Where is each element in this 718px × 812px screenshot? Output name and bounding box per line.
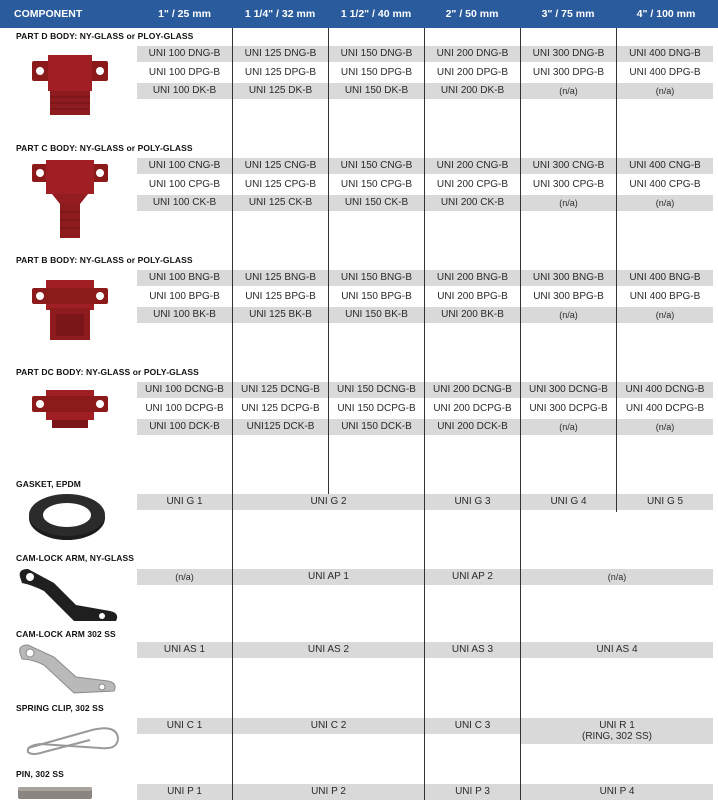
- cell: UNI 400 DPG-B: [629, 67, 701, 78]
- cell: UNI 200 CPG-B: [436, 179, 509, 190]
- cell: (n/a): [617, 195, 713, 211]
- cell: UNI P 2: [233, 784, 424, 800]
- cell: UNI G 4: [521, 494, 616, 510]
- cell: UNI 200 DCNG-B: [425, 382, 520, 398]
- section-title-part-d: PART D BODY: NY-GLASS or PLOY-GLASS: [16, 31, 194, 41]
- cell: UNI 125 BNG-B: [233, 270, 328, 286]
- cell: (n/a): [137, 569, 232, 585]
- cell: UNI 150 CPG-B: [340, 179, 413, 190]
- cell: UNI 100 DK-B: [137, 83, 232, 99]
- cell: UNI 100 BNG-B: [137, 270, 232, 286]
- header-size-4: 2" / 50 mm: [445, 8, 499, 20]
- ring-note: (RING, 302 SS): [581, 731, 653, 742]
- cell: UNI 400 DCPG-B: [625, 403, 705, 414]
- section-title-part-c: PART C BODY: NY-GLASS or POLY-GLASS: [16, 143, 193, 153]
- cell: UNI 300 DNG-B: [521, 46, 616, 62]
- cell: UNI AS 1: [137, 642, 232, 658]
- cell: (n/a): [521, 83, 616, 99]
- cell: UNI AS 3: [425, 642, 520, 658]
- cell: UNI 150 DPG-B: [340, 67, 413, 78]
- cell: (n/a): [521, 569, 713, 585]
- table-header: [0, 0, 718, 28]
- cell: UNI 200 DPG-B: [436, 67, 509, 78]
- cell: (n/a): [617, 419, 713, 435]
- cell: UNI 100 CPG-B: [148, 179, 221, 190]
- cell: UNI 100 CK-B: [137, 195, 232, 211]
- cell: UNI 300 DPG-B: [532, 67, 605, 78]
- cell: UNI G 5: [617, 494, 713, 510]
- cell: (n/a): [521, 307, 616, 323]
- cell: UNI 125 CNG-B: [233, 158, 328, 174]
- header-size-6: 4" / 100 mm: [636, 8, 696, 20]
- cell: UNI 100 BPG-B: [149, 291, 220, 302]
- cell: UNI 300 CNG-B: [521, 158, 616, 174]
- part-b-body-image: [30, 280, 110, 342]
- cell: UNI 400 BPG-B: [629, 291, 701, 302]
- cell: UNI 200 CNG-B: [425, 158, 520, 174]
- cell: UNI 200 BK-B: [425, 307, 520, 323]
- cell: UNI 125 DCNG-B: [233, 382, 328, 398]
- cell: UNI 150 DCNG-B: [329, 382, 424, 398]
- cell: UNI 125 BK-B: [233, 307, 328, 323]
- cell: UNI 125 CK-B: [233, 195, 328, 211]
- cell: UNI C 2: [233, 718, 424, 734]
- cell: UNI 400 BNG-B: [617, 270, 713, 286]
- section-title-pin: PIN, 302 SS: [16, 769, 64, 779]
- cell: UNI C 1: [137, 718, 232, 734]
- cell: UNI 150 BPG-B: [341, 291, 412, 302]
- pin-image: [18, 786, 94, 800]
- cell: UNI AS 4: [521, 642, 713, 658]
- header-component: COMPONENT: [14, 8, 83, 20]
- cell: UNI 125 DNG-B: [233, 46, 328, 62]
- cell: UNI 300 CPG-B: [532, 179, 605, 190]
- cell: UNI 150 DNG-B: [329, 46, 424, 62]
- part-c-body-image: [30, 160, 110, 240]
- cell: UNI G 3: [425, 494, 520, 510]
- cam-lock-arm-ss-image: [14, 641, 124, 697]
- cell: UNI 400 DCNG-B: [617, 382, 713, 398]
- section-title-cam-lock-arm-ss: CAM-LOCK ARM 302 SS: [16, 629, 116, 639]
- cell: UNI 125 CPG-B: [244, 179, 317, 190]
- cell: UNI 200 BNG-B: [425, 270, 520, 286]
- cell: UNI P 4: [521, 784, 713, 800]
- section-title-part-dc: PART DC BODY: NY-GLASS or POLY-GLASS: [16, 367, 199, 377]
- cell: UNI 100 CNG-B: [137, 158, 232, 174]
- ring-part-number: UNI R 1: [599, 720, 635, 731]
- cell: UNI 300 BNG-B: [521, 270, 616, 286]
- part-d-body-image: [30, 55, 110, 117]
- cell: UNI 125 DPG-B: [244, 67, 317, 78]
- cell: UNI 150 CK-B: [329, 195, 424, 211]
- cell: UNI 400 DNG-B: [617, 46, 713, 62]
- cell: UNI 150 BNG-B: [329, 270, 424, 286]
- cell: UNI 125 BPG-B: [245, 291, 316, 302]
- section-title-cam-lock-arm-ny: CAM-LOCK ARM, NY-GLASS: [16, 553, 135, 563]
- cell: UNI 150 DCPG-B: [337, 403, 416, 414]
- section-title-part-b: PART B BODY: NY-GLASS or POLY-GLASS: [16, 255, 193, 265]
- header-size-5: 3" / 75 mm: [541, 8, 595, 20]
- cell: UNI 400 CNG-B: [617, 158, 713, 174]
- section-title-gasket: GASKET, EPDM: [16, 479, 81, 489]
- cell: UNI 200 DCK-B: [425, 419, 520, 435]
- cell: UNI 200 CK-B: [425, 195, 520, 211]
- cell: UNI G 1: [137, 494, 232, 510]
- cell: UNI 100 BK-B: [137, 307, 232, 323]
- cell: UNI 150 CNG-B: [329, 158, 424, 174]
- cell: UNI AP 1: [233, 569, 424, 585]
- cell: UNI125 DCK-B: [233, 419, 328, 435]
- spring-clip-image: [20, 720, 124, 758]
- cell: UNI 100 DCNG-B: [137, 382, 232, 398]
- cell: (n/a): [521, 195, 616, 211]
- cell: UNI 200 DCPG-B: [433, 403, 512, 414]
- cell: UNI G 2: [233, 494, 424, 510]
- cell: UNI 300 DCNG-B: [521, 382, 616, 398]
- gasket-image: [22, 491, 112, 543]
- cell: UNI 300 BPG-B: [533, 291, 604, 302]
- cell: UNI 200 BPG-B: [437, 291, 508, 302]
- cell: UNI 300 DCPG-B: [529, 403, 608, 414]
- cell: UNI 150 DCK-B: [329, 419, 424, 435]
- cell: UNI C 3: [425, 718, 520, 734]
- cell: UNI P 1: [137, 784, 232, 800]
- cell: UNI 125 DK-B: [233, 83, 328, 99]
- header-size-2: 1 1/4" / 32 mm: [244, 8, 316, 20]
- cell: UNI AP 2: [425, 569, 520, 585]
- cell: (n/a): [617, 307, 713, 323]
- cell: UNI 125 DCPG-B: [241, 403, 320, 414]
- section-title-spring-clip: SPRING CLIP, 302 SS: [16, 703, 104, 713]
- cell: UNI 200 DNG-B: [425, 46, 520, 62]
- cell: UNI 100 DPG-B: [148, 67, 221, 78]
- cell: UNI 200 DK-B: [425, 83, 520, 99]
- header-size-1: 1" / 25 mm: [158, 8, 211, 20]
- part-dc-body-image: [30, 390, 110, 430]
- cell: UNI 100 DCK-B: [137, 419, 232, 435]
- cell: (n/a): [617, 83, 713, 99]
- cell-ring: [521, 718, 713, 744]
- cell: UNI 100 DCPG-B: [145, 403, 224, 414]
- cell: (n/a): [521, 419, 616, 435]
- cell: UNI 400 CPG-B: [629, 179, 701, 190]
- cell: UNI 100 DNG-B: [137, 46, 232, 62]
- cell: UNI AS 2: [233, 642, 424, 658]
- cam-lock-arm-ny-image: [14, 565, 124, 627]
- cell: UNI P 3: [425, 784, 520, 800]
- header-size-3: 1 1/2" / 40 mm: [340, 8, 412, 20]
- cell: UNI 150 DK-B: [329, 83, 424, 99]
- cell: UNI 150 BK-B: [329, 307, 424, 323]
